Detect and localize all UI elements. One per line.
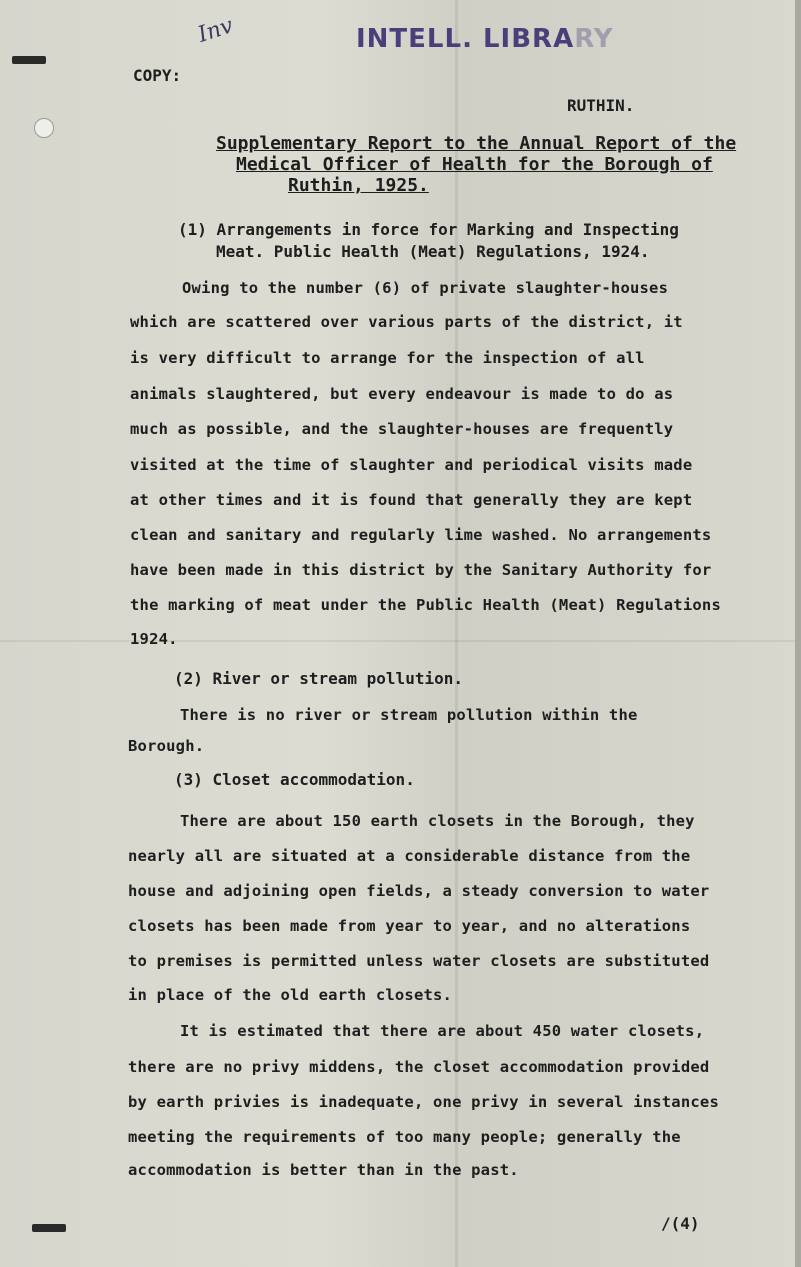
paragraph-line: visited at the time of slaughter and periodical visits made <box>130 456 693 474</box>
binder-clip-icon <box>12 56 46 64</box>
paragraph-line: clean and sanitary and regularly lime washed. No arrangements <box>130 526 712 544</box>
handwritten-signature: Inv <box>195 13 237 48</box>
paragraph-line: 1924. <box>130 630 178 648</box>
paper-edge <box>795 0 801 1267</box>
title-line: Medical Officer of Health for the Borough of <box>236 154 713 175</box>
title-line: Ruthin, 1925. <box>288 175 429 196</box>
section-heading: (3) Closet accommodation. <box>174 770 415 789</box>
stamp-faded-text: RY <box>574 24 614 54</box>
paragraph-line: by earth privies is inadequate, one privy in several instances <box>128 1093 719 1111</box>
paragraph-line: much as possible, and the slaughter-houses are frequently <box>130 420 674 438</box>
paragraph-line: closets has been made from year to year, and no alterations <box>128 917 691 935</box>
paragraph-line: there are no privy middens, the closet accommodation provided <box>128 1058 710 1076</box>
paragraph-line: meeting the requirements of too many people; generally the <box>128 1128 681 1146</box>
paper-fold-horizontal <box>0 640 801 642</box>
paragraph-line: It is estimated that there are about 450 water closets, <box>180 1022 705 1040</box>
punch-hole-icon <box>34 118 54 138</box>
section-heading: Meat. Public Health (Meat) Regulations, 1924. <box>216 242 650 261</box>
paragraph-line: Owing to the number (6) of private slaughter-houses <box>182 279 669 297</box>
paragraph-line: There are about 150 earth closets in the Borough, they <box>180 812 695 830</box>
paragraph-line: have been made in this district by the Sanitary Authority for <box>130 561 712 579</box>
page-continuation: /(4) <box>661 1214 700 1233</box>
section-heading: (1) Arrangements in force for Marking and Inspecting <box>178 220 679 239</box>
paper-fold-vertical <box>455 0 458 1267</box>
section-heading: (2) River or stream pollution. <box>174 669 463 688</box>
paragraph-line: nearly all are situated at a considerable distance from the <box>128 847 691 865</box>
paragraph-line: animals slaughtered, but every endeavour is made to do as <box>130 385 674 403</box>
paragraph-line: the marking of meat under the Public Health (Meat) Regulations <box>130 596 721 614</box>
paragraph-line: to premises is permitted unless water closets are substituted <box>128 952 710 970</box>
paragraph-line: which are scattered over various parts of the district, it <box>130 313 683 331</box>
paragraph-line: accommodation is better than in the past. <box>128 1161 519 1179</box>
paragraph-line: in place of the old earth closets. <box>128 986 453 1004</box>
paragraph-line: house and adjoining open fields, a steady conversion to water <box>128 882 710 900</box>
title-line: Supplementary Report to the Annual Report of the <box>216 133 737 154</box>
paragraph-line: Borough. <box>128 737 205 755</box>
library-stamp <box>356 24 614 54</box>
paragraph-line: There is no river or stream pollution within the <box>180 706 638 724</box>
stamp-text: INTELL. LIBRA <box>356 24 575 54</box>
paragraph-line: at other times and it is found that generally they are kept <box>130 491 693 509</box>
paragraph-line: is very difficult to arrange for the inspection of all <box>130 349 645 367</box>
binder-clip-icon <box>32 1224 66 1232</box>
place-label: RUTHIN. <box>567 96 635 115</box>
copy-label: COPY: <box>133 66 182 85</box>
